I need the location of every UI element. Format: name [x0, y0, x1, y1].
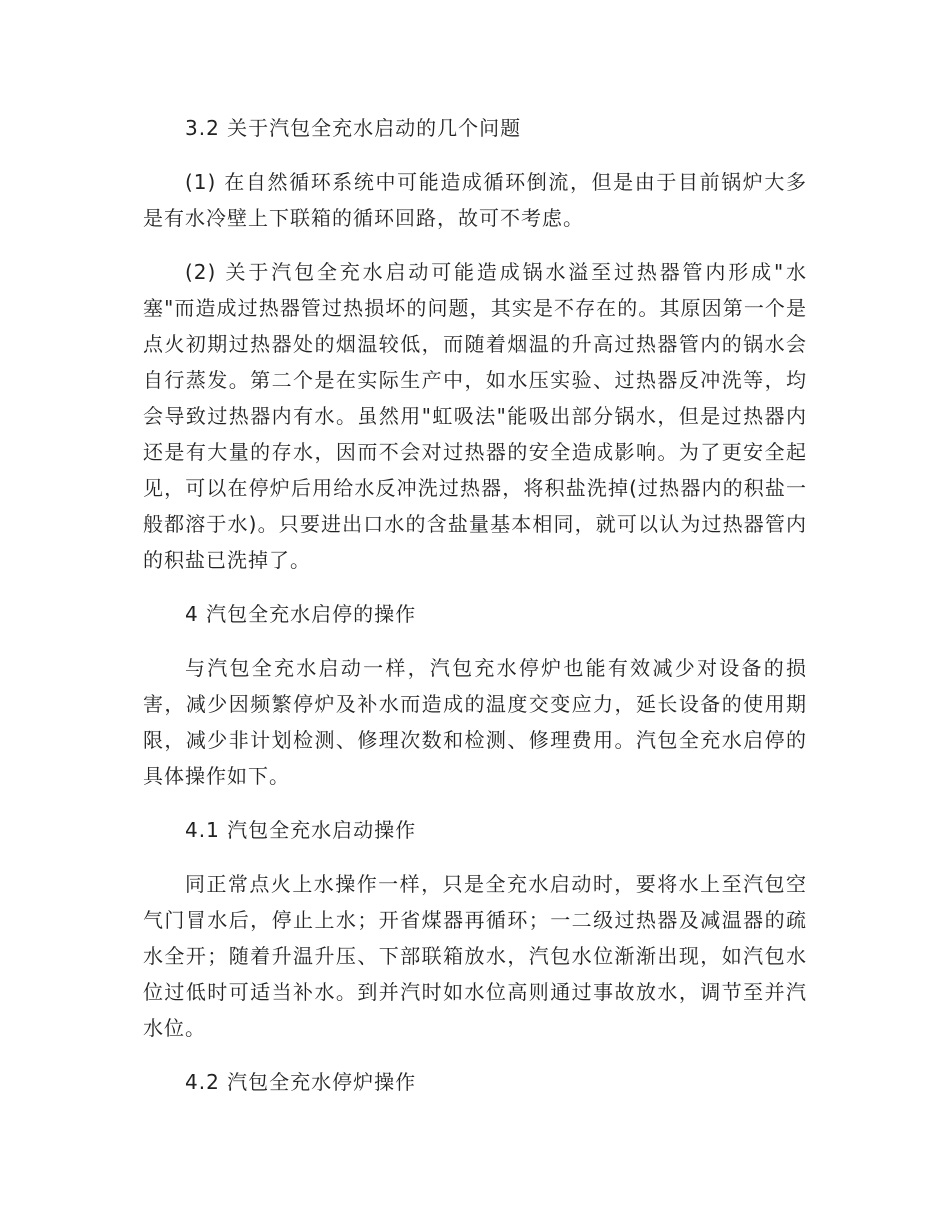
paragraph-item-2: (2) 关于汽包全充水启动可能造成锅水溢至过热器管内形成"水塞"而造成过热器管过热损坏的问题，其实是不存在的。其原因第一个是点火初期过热器处的烟温较低，而随着烟温的升高过热器管内的锅水会自行蒸发。第二个是在实际生产中，如水压实验、过热器反冲洗等，均会导致过热器内有水。虽然用"虹吸法"能吸出部分锅水，但是过热器内还是有大量的存水，因而不会对过热器的安全造成影响。为了更安全起见，可以在停炉后用给水反冲洗过热器，将积盐洗掉(过热器内的积盐一般都溶于水)。只要进出口水的含盐量基本相同，就可以认为过热器管内的积盐已洗掉了。 — [143, 260, 807, 572]
document-body — [143, 110, 807, 1118]
section-heading-4: 4 汽包全充水启停的操作 — [185, 602, 417, 626]
section-heading-4-1: 4.1 汽包全充水启动操作 — [185, 818, 417, 842]
section-heading-4-2: 4.2 汽包全充水停炉操作 — [185, 1070, 417, 1094]
paragraph-startup-operation: 同正常点火上水操作一样，只是全充水启动时，要将水上至汽包空气门冒水后，停止上水；开省煤器再循环；一二级过热器及减温器的疏水全开；随着升温升压、下部联箱放水，汽包水位渐渐出现，如汽包水位过低时可适当补水。到并汽时如水位高则通过事故放水，调节至并汽水位。 — [143, 872, 807, 1040]
paragraph-intro-4: 与汽包全充水启动一样，汽包充水停炉也能有效减少对设备的损害，减少因频繁停炉及补水而造成的温度交变应力，延长设备的使用期限，减少非计划检测、修理次数和检测、修理费用。汽包全充水启停的具体操作如下。 — [143, 656, 807, 788]
section-heading-3-2: 3.2 关于汽包全充水启动的几个问题 — [185, 116, 522, 140]
paragraph-item-1: (1) 在自然循环系统中可能造成循环倒流，但是由于目前锅炉大多是有水冷壁上下联箱的循环回路，故可不考虑。 — [143, 170, 807, 230]
